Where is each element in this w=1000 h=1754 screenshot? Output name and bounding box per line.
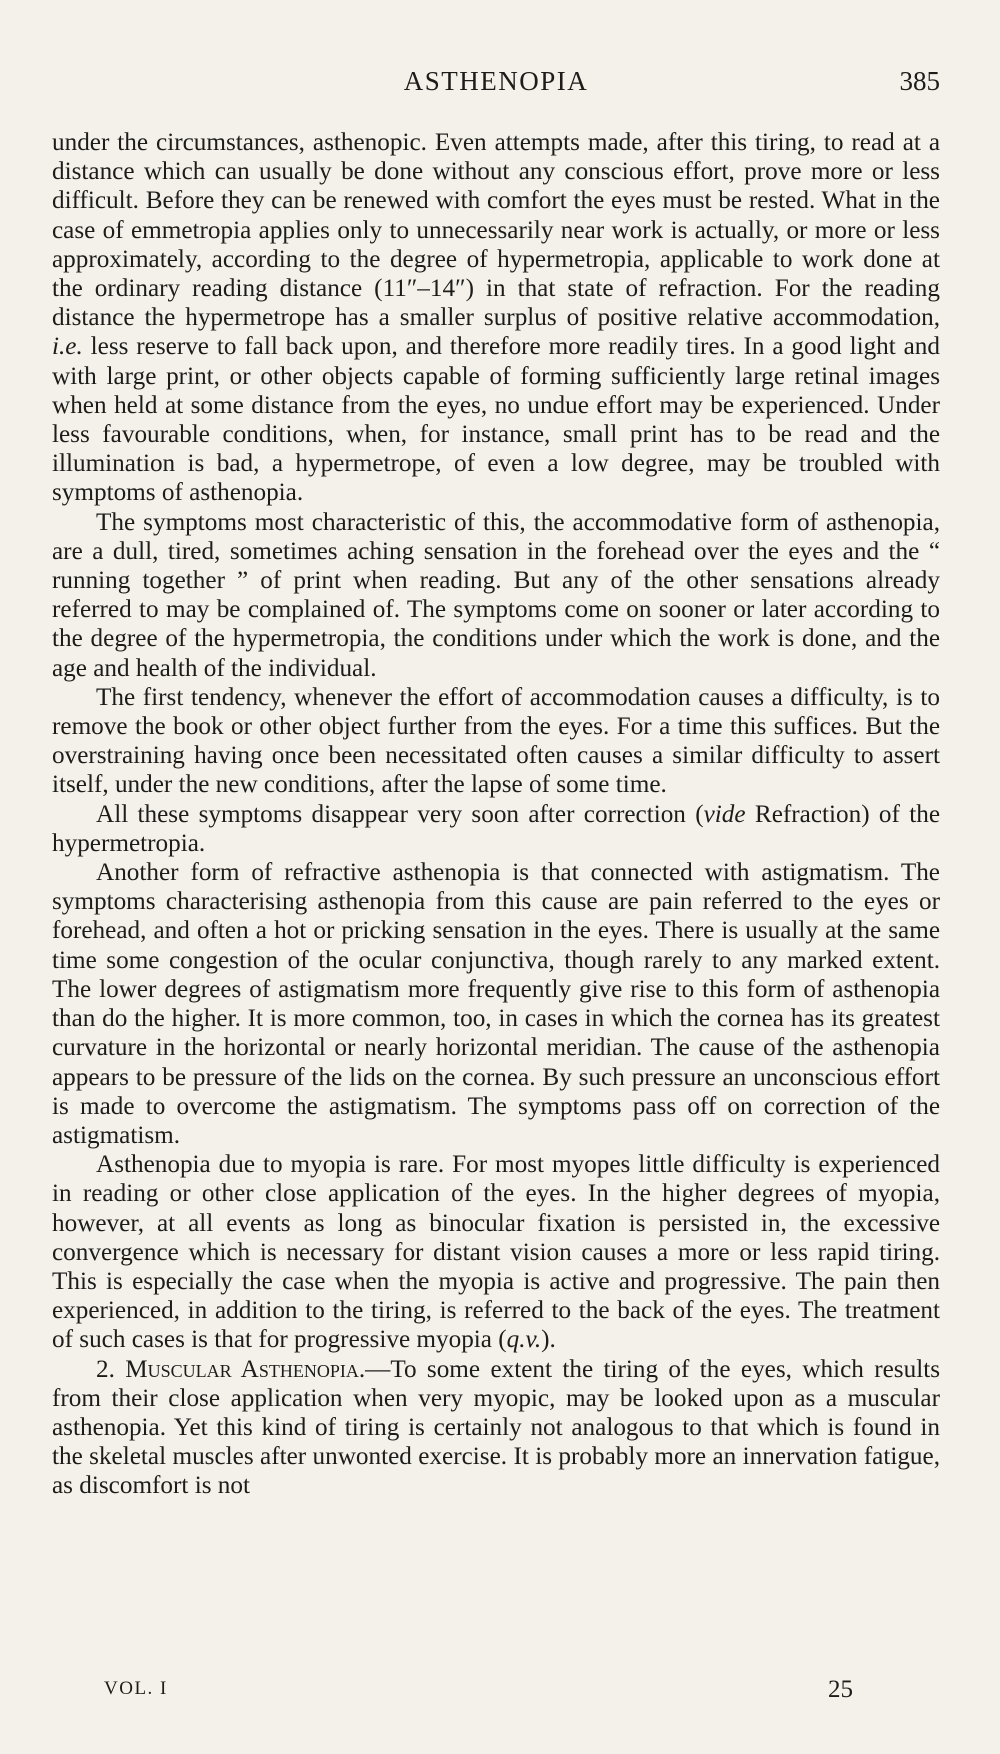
paragraph-text: less reserve to fall back upon, and therefore more readily tires. In a good light and with large print, or other objects capable of forming sufficiently large retinal images when held at some distance from the eyes, no undue effort may be experienced. Under less favourable conditions, when, for instance, small print has to be read and the illumination is bad, a hypermetrope, of even a low degree, may be troubled with symptoms of asthenopia.: [52, 333, 940, 507]
paragraph-text: ).: [541, 1326, 556, 1354]
italic-abbreviation: q.v.: [506, 1326, 542, 1354]
body-text: [52, 128, 940, 1501]
paragraph-text: Refraction) of the hypermetropia.: [52, 800, 940, 857]
section-number: 2.: [96, 1355, 115, 1383]
paragraph: [52, 1150, 940, 1354]
section-heading: Muscular Asthenopia.: [125, 1355, 366, 1383]
paragraph-text: Another form of refractive asthenopia is that connected with astigmatism. The symptoms characterising asthenopia from this cause are pain referred to the eyes or forehead, and often a hot or pricking sensation in the eyes. There is usually at the same time some congestion of the ocular conjunctiva, though rarely to any marked extent. The lower degrees of astigmatism more frequently give rise to this form of asthenopia than do the higher. It is more common, too, in cases in which the cornea has its greatest curvature in the horizontal or nearly horizontal meridian. The cause of the asthenopia appears to be pressure of the lids on the cornea. By such pressure an unconscious effort is made to overcome the astigmatism. The symptoms pass off on correction of the astigmatism.: [52, 859, 940, 1149]
signature-mark: 25: [828, 1676, 853, 1703]
page-title: ASTHENOPIA: [403, 66, 589, 96]
paragraph: [52, 128, 940, 508]
italic-term: vide: [703, 800, 746, 828]
paragraph-text: The symptoms most characteristic of this, the accommodative form of asthenopia, are a dull, tired, sometimes aching sensation in the forehead over the eyes and the “ running together ” of print when reading. But any of the other sensations already referred to may be complained of. The symptoms come on sooner or later according to the degree of the hypermetropia, the conditions under which the work is done, and the age and health of the individual.: [52, 508, 940, 682]
paragraph: [52, 800, 940, 858]
paragraph: [52, 683, 940, 800]
paragraph: [52, 508, 940, 683]
running-head: [52, 66, 940, 106]
paragraph: [52, 858, 940, 1150]
paragraph-text: —To some extent the tiring of the eyes, which results from their close application when very myopic, may be looked upon as a muscular asthenopia. Yet this kind of tiring is certainly not analogous to that which is found in the skeletal muscles after unwonted exercise. It is probably more an innervation fatigue, as discomfort is not: [52, 1355, 941, 1500]
paragraph-text: All these symptoms disappear very soon after correction (: [96, 800, 704, 828]
paragraph-text: under the circumstances, asthenopic. Even attempts made, after this tiring, to read at a distance which can usually be done without any conscious effort, prove more or less difficult. Before they can be renewed with comfort the eyes must be rested. What in the case of emmetropia applies only to unnecessarily near work is actually, or more or less approximately, according to the degree of hypermetropia, applicable to work done at the ordinary reading distance (11″–14″) in that state of refraction. For the reading distance the hypermetrope has a smaller surplus of positive relative accommodation,: [52, 129, 940, 332]
italic-abbreviation: i.e.: [52, 333, 83, 361]
paragraph: [52, 1355, 940, 1501]
volume-mark: VOL. I: [104, 1678, 168, 1699]
paragraph-text: Asthenopia due to myopia is rare. For most myopes little difficulty is experienced in reading or other close application of the eyes. In the higher degrees of myopia, however, at all events as long as binocular fixation is persisted in, the excessive convergence which is necessary for distant vision causes a more or less rapid tiring. This is especially the case when the myopia is active and progressive. The pain then experienced, in addition to the tiring, is referred to the back of the eyes. The treatment of such cases is that for progressive myopia (: [52, 1151, 940, 1354]
page-number: 385: [899, 66, 940, 96]
paragraph-text: The first tendency, whenever the effort of accommodation causes a difficulty, is to remove the book or other object further from the eyes. For a time this suffices. But the overstraining having once been necessitated often causes a similar difficulty to assert itself, under the new conditions, after the lapse of some time.: [52, 683, 940, 799]
page-footer: [52, 1676, 940, 1712]
